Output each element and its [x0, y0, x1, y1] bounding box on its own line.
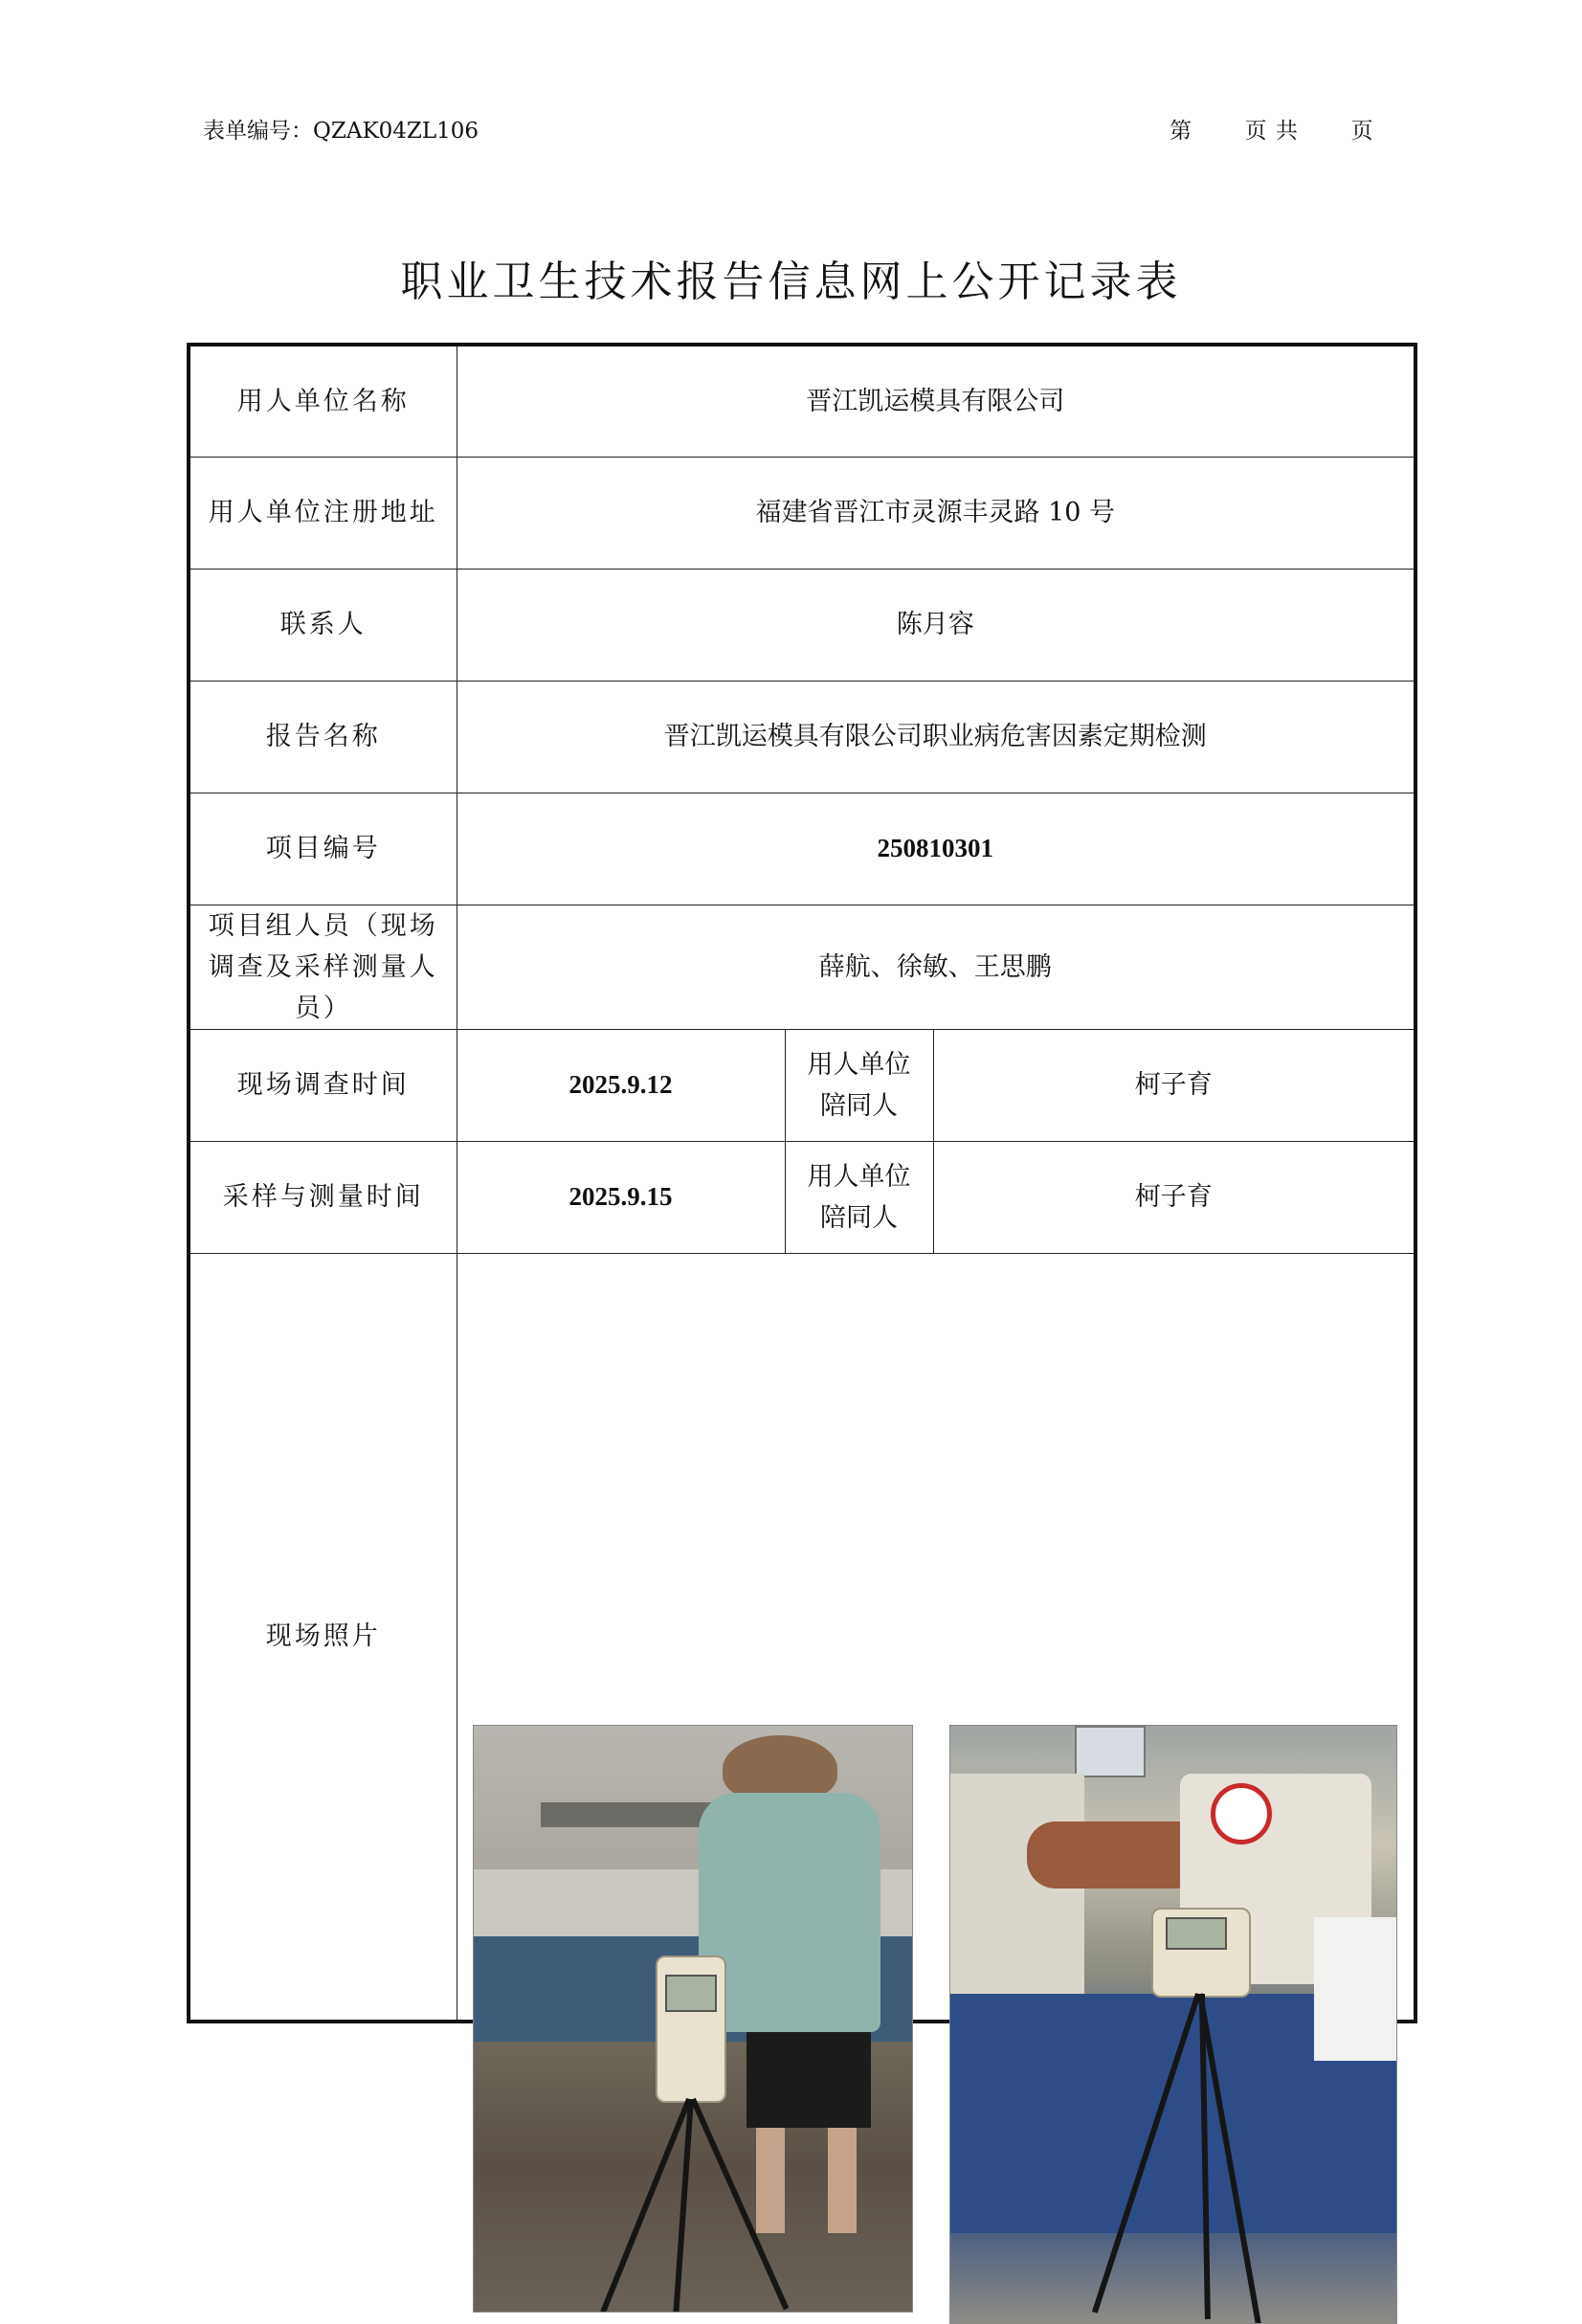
record-table: [187, 343, 1417, 2023]
sampling-escort: 柯子育: [933, 1142, 1415, 1254]
row-employer-address: [189, 457, 1415, 569]
row-project-team: [189, 905, 1415, 1030]
worker-leg-right: [828, 2128, 857, 2233]
sampling-date: 2025.9.15: [457, 1142, 785, 1254]
worker-shorts: [746, 2032, 871, 2128]
employer-name-value: 晋江凯运模具有限公司: [457, 345, 1415, 457]
sampling-escort-label: 用人单位陪同人: [785, 1142, 933, 1254]
project-team-label: 项目组人员（现场调查及采样测量人员）: [189, 905, 457, 1030]
site-photo-2: [949, 1725, 1397, 2324]
site-photo-1: [473, 1725, 913, 2313]
page-label-1: 第: [1170, 119, 1192, 144]
report-name-label: 报告名称: [189, 681, 457, 793]
page-title: 职业卫生技术报告信息网上公开记录表: [400, 257, 1182, 306]
project-number-value: 250810301: [457, 793, 1415, 905]
row-report-name: [189, 681, 1415, 793]
employer-name-label: 用人单位名称: [189, 345, 457, 457]
row-contact: [189, 569, 1415, 681]
row-site-survey: [189, 1030, 1415, 1142]
contact-label: 联系人: [189, 569, 457, 681]
row-employer-name: [189, 345, 1415, 457]
report-name-value: 晋江凯运模具有限公司职业病危害因素定期检测: [457, 681, 1415, 793]
row-photos: [189, 1254, 1415, 2022]
meter-screen: [665, 1975, 717, 2012]
sampling-label: 采样与测量时间: [189, 1142, 457, 1254]
page-indicator: [1170, 113, 1374, 145]
page-label-2: 页 共: [1244, 119, 1299, 144]
contact-value: 陈月容: [457, 569, 1415, 681]
page-label-3: 页: [1350, 119, 1374, 144]
monitor: [1075, 1726, 1146, 1777]
warning-sign: [1211, 1783, 1272, 1844]
worker-leg-left: [756, 2128, 785, 2233]
employer-address-label: 用人单位注册地址: [189, 457, 457, 569]
site-survey-escort-label: 用人单位陪同人: [785, 1030, 933, 1142]
meter-screen: [1166, 1917, 1227, 1950]
site-survey-label: 现场调查时间: [189, 1030, 457, 1142]
photos-cell: [457, 1254, 1415, 2022]
form-number: 表单编号：QZAK04ZL106: [203, 119, 479, 144]
papers: [1314, 1917, 1396, 2061]
row-sampling: [189, 1142, 1415, 1254]
project-number-label: 项目编号: [189, 793, 457, 905]
photos-label: 现场照片: [189, 1254, 457, 2022]
site-survey-date: 2025.9.12: [457, 1030, 785, 1142]
project-team-value: 薛航、徐敏、王思鹏: [457, 905, 1415, 1030]
employer-address-value: 福建省晋江市灵源丰灵路 10 号: [457, 457, 1415, 569]
row-project-number: [189, 793, 1415, 905]
site-survey-escort: 柯子育: [933, 1030, 1415, 1142]
